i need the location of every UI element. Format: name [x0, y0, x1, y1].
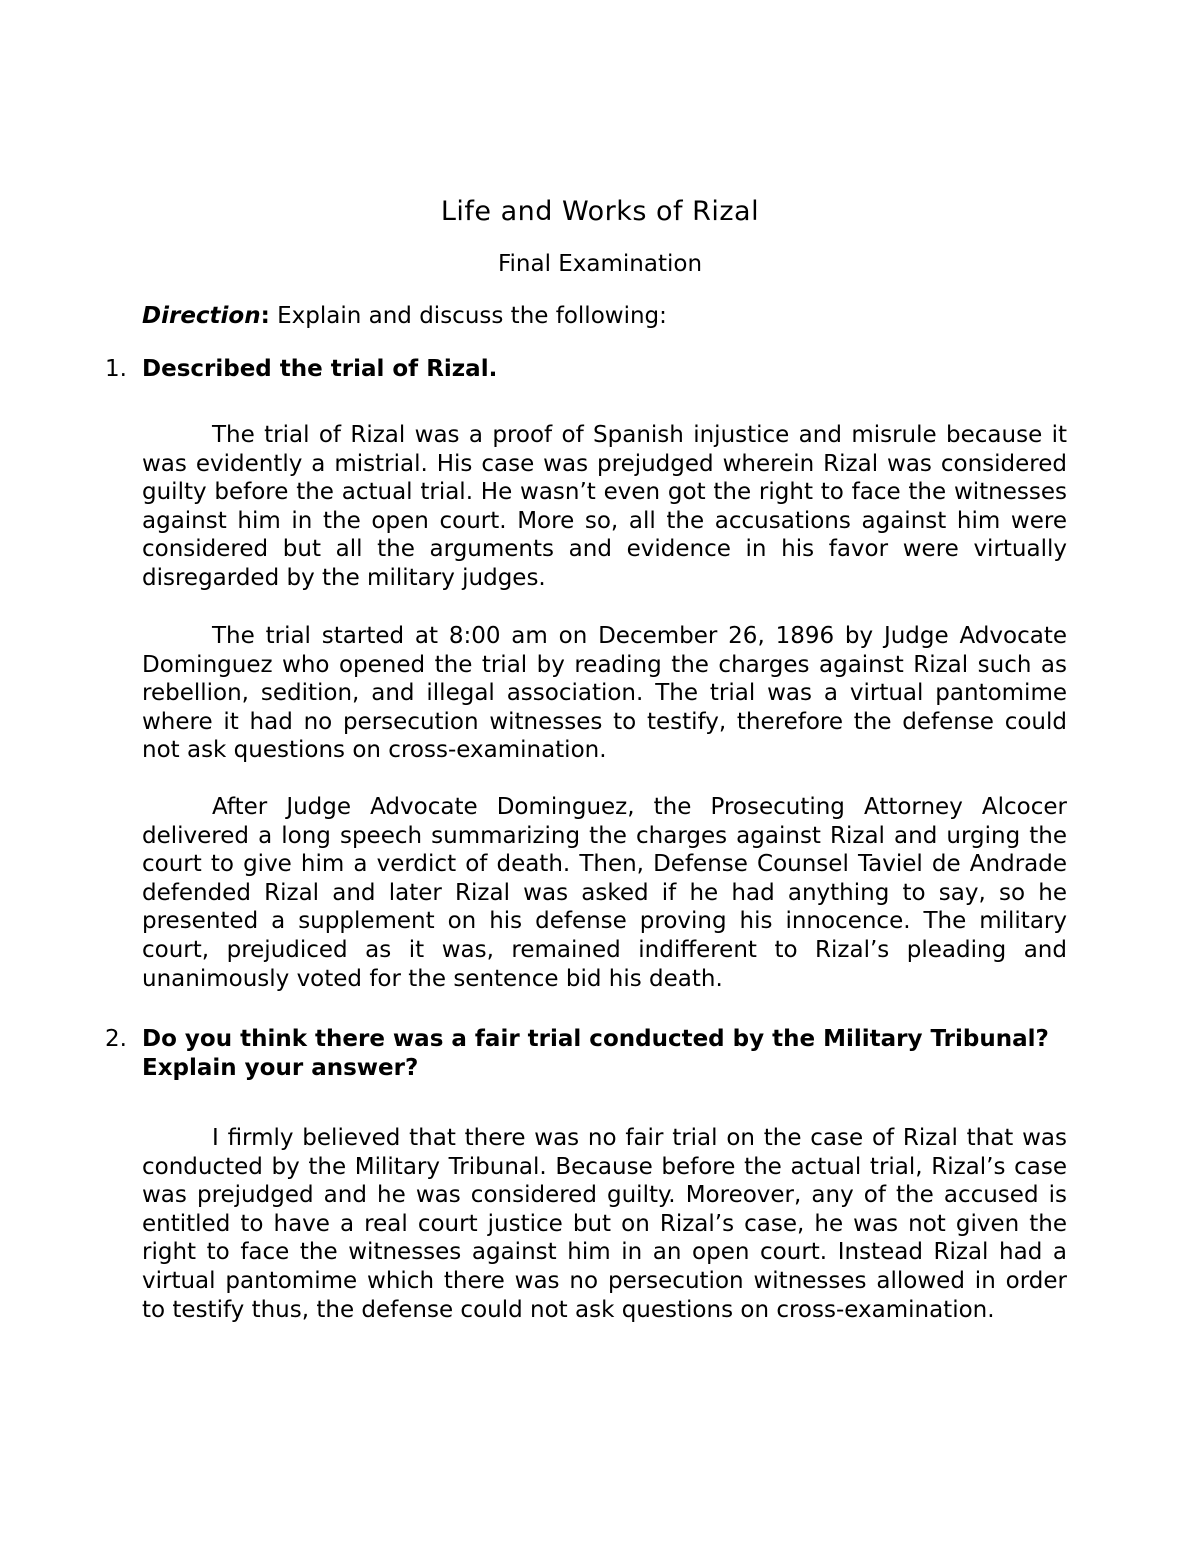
question-1-text: Described the trial of Rizal. — [142, 356, 498, 382]
direction-text: Explain and discuss the following: — [269, 303, 667, 329]
direction-line — [142, 302, 667, 330]
answer-1-paragraph-2: The trial started at 8:00 am on December 26, 1896 by Judge Advocate Dominguez who opened the trial by reading the charges against Rizal such as rebellion, sedition, and illegal association. The trial was a virtual pantomime where it had no persecution witnesses to testify, therefore the defense could not ask questions on cross-examination. — [142, 623, 1067, 764]
answer-2-paragraph-1: I firmly believed that there was no fair trial on the case of Rizal that was conducted by the Military Tribunal. Because before the actual trial, Rizal’s case was prejudged and he was considered guilty. Moreover, any of the accused is entitled to have a real court justice but on Rizal’s case, he was not given the right to face the witnesses against him in an open court. Instead Rizal had a virtual pantomime which there was no persecution witnesses allowed in order to testify thus, the defense could not ask questions on cross-examination. — [142, 1125, 1067, 1323]
question-2 — [105, 1025, 1070, 1083]
question-1 — [105, 355, 1070, 384]
answer-1-paragraph-1: The trial of Rizal was a proof of Spanish injustice and misrule because it was evidently a mistrial. His case was prejudged wherein Rizal was considered guilty before the actual trial. He wasn’t even got the right to face the witnesses against him in the open court. More so, all the accusations against him were considered but all the arguments and evidence in his favor were virtually disregarded by the military judges. — [142, 422, 1067, 591]
direction-colon: : — [260, 303, 270, 329]
question-2-text: Do you think there was a fair trial conducted by the Military Tribunal? Explain your answer? — [142, 1026, 1049, 1081]
direction-label: Direction — [142, 303, 261, 329]
question-1-number: 1. — [105, 356, 127, 382]
answer-1-paragraph-3: After Judge Advocate Dominguez, the Prosecuting Attorney Alcocer delivered a long speech summarizing the charges against Rizal and urging the court to give him a verdict of death. Then, Defense Counsel Taviel de Andrade defended Rizal and later Rizal was asked if he had anything to say, so he presented a supplement on his defense proving his innocence. The military court, prejudiced as it was, remained indifferent to Rizal’s pleading and unanimously voted for the sentence bid his death. — [142, 794, 1067, 992]
document-subtitle: Final Examination — [497, 251, 703, 277]
question-2-number: 2. — [105, 1026, 127, 1052]
document-title: Life and Works of Rizal — [440, 196, 760, 227]
